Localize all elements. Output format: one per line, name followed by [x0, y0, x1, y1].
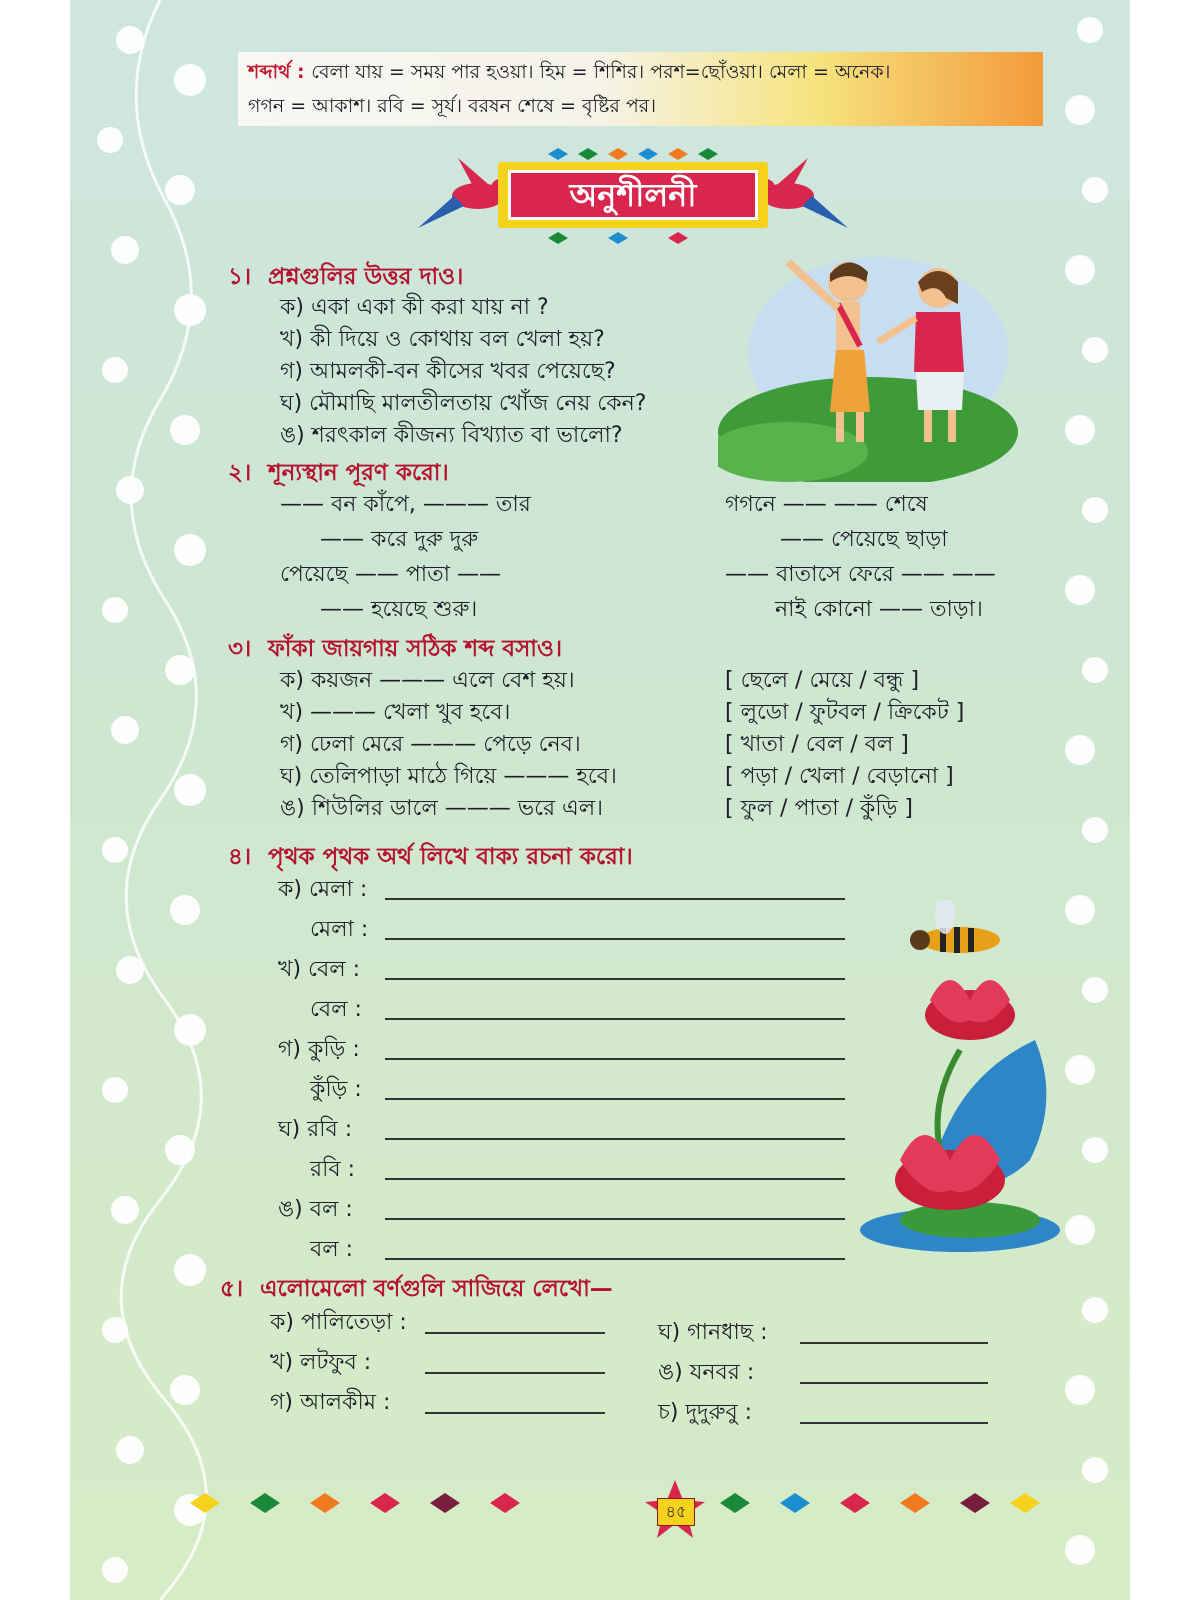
answer-line[interactable]: [800, 1422, 988, 1424]
word-meanings-box: [238, 52, 1043, 126]
answer-line[interactable]: [385, 1058, 845, 1060]
bee-and-lotus-illustration: [850, 900, 1060, 1260]
question-4-label: বেল :: [310, 997, 362, 1022]
question-3-item: খ) ——— খেলা খুব হবে।: [280, 700, 511, 725]
question-1-item: খ) কী দিয়ে ও কোথায় বল খেলা হয়?: [280, 327, 605, 352]
question-1-item: গ) আমলকী-বন কীসের খবর পেয়েছে?: [280, 359, 616, 384]
fill-blank-left-line: —— বন কাঁপে, ——— তার: [280, 492, 531, 517]
answer-line[interactable]: [425, 1332, 605, 1334]
question-4-label: রবি :: [310, 1157, 356, 1182]
fill-blank-right-line: গগনে —— —— শেষে: [725, 492, 928, 517]
question-3-options: [ ছেলে / মেয়ে / বন্ধু ]: [725, 668, 920, 693]
question-3-item: গ) ঢেলা মেরে ——— পেড়ে নেব।: [280, 732, 581, 757]
question-4-label: বল :: [310, 1237, 354, 1262]
answer-line[interactable]: [385, 898, 845, 900]
question-4-label: কুঁড়ি :: [310, 1077, 362, 1102]
question-3-item: ঙ) শিউলির ডালে ——— ভরে এল।: [280, 796, 604, 821]
answer-line[interactable]: [425, 1412, 605, 1414]
word-meanings-label: শব্দার্থ :: [248, 61, 312, 83]
question-3-options: [ ফুল / পাতা / কুঁড়ি ]: [725, 796, 914, 821]
answer-line[interactable]: [385, 1138, 845, 1140]
word-meanings-line-2: গগন = আকাশ। রবি = সূর্য। বরষন শেষে = বৃষ্টির পর।: [248, 95, 657, 117]
answer-line[interactable]: [425, 1372, 605, 1374]
question-1-item: ঘ) মৌমাছি মালতীলতায় খোঁজ নেয় কেন?: [280, 391, 647, 416]
diamond-border-decoration: [190, 1488, 1050, 1518]
question-1-item: ঙ) শরৎকাল কীজন্য বিখ্যাত বা ভালো?: [280, 423, 623, 448]
floral-vine-left-decoration: [70, 0, 240, 1600]
answer-line[interactable]: [385, 1098, 845, 1100]
workbook-page: [70, 0, 1130, 1600]
question-1-heading: ১। প্রশ্নগুলির উত্তর দাও।: [228, 264, 464, 290]
answer-line[interactable]: [800, 1382, 988, 1384]
fill-blank-right-line: —— বাতাসে ফেরে —— ——: [725, 562, 996, 587]
fill-blank-left-line: —— হয়েছে শুরু।: [320, 597, 478, 622]
lotus-flower-icon: [925, 980, 1015, 1040]
fill-blank-left-line: —— করে দুরু দুরু: [320, 527, 479, 552]
question-4-label: খ) বেল :: [278, 957, 360, 982]
question-5-item: গ) আলকীম :: [270, 1390, 391, 1415]
exercise-title-banner: [418, 148, 848, 244]
question-4-label: গ) কুড়ি :: [278, 1037, 360, 1062]
question-2-heading: ২। শূন্যস্থান পূরণ করো।: [228, 460, 449, 486]
question-1-item: ক) একা একা কী করা যায় না ?: [280, 295, 549, 320]
answer-line[interactable]: [385, 1258, 845, 1260]
answer-line[interactable]: [800, 1342, 988, 1344]
word-meanings-line-1: বেলা যায় = সময় পার হওয়া। হিম = শিশির। পরশ=ছোঁওয়া। মেলা = অনেক।: [311, 61, 891, 83]
question-4-label: ঙ) বল :: [278, 1197, 353, 1222]
question-3-item: ক) কয়জন ——— এলে বেশ হয়।: [280, 668, 575, 693]
children-walking-illustration: [718, 242, 1018, 482]
question-3-item: ঘ) তেলিপাড়া মাঠে গিয়ে ——— হবে।: [280, 764, 617, 789]
question-3-options: [ খাতা / বেল / বল ]: [725, 732, 909, 757]
fill-blank-right-line: নাই কোনো —— তাড়া।: [775, 597, 983, 622]
question-5-item: চ) দুদুরুবু :: [658, 1400, 753, 1425]
question-4-heading: ৪। পৃথক পৃথক অর্থ লিখে বাক্য রচনা করো।: [228, 844, 633, 870]
question-5-item: ক) পালিতেড়া :: [270, 1310, 407, 1335]
fill-blank-right-line: —— পেয়েছে ছাড়া: [780, 527, 948, 552]
question-5-item: ঘ) গানধাছ :: [658, 1320, 768, 1345]
question-3-options: [ লুডো / ফুটবল / ক্রিকেট ]: [725, 700, 965, 725]
page-number: ৪৫: [657, 1498, 695, 1526]
question-4-label: মেলা :: [310, 917, 369, 942]
exercise-title: অনুশীলনী: [508, 170, 758, 220]
bee-icon: [910, 900, 1000, 953]
question-4-label: ঘ) রবি :: [278, 1117, 353, 1142]
question-5-heading: ৫। এলোমেলো বর্ণগুলি সাজিয়ে লেখো—: [220, 1276, 613, 1302]
floral-vine-right-decoration: [1050, 0, 1130, 1600]
question-5-item: ঙ) যনবর :: [658, 1360, 755, 1385]
answer-line[interactable]: [385, 1218, 845, 1220]
question-3-heading: ৩। ফাঁকা জায়গায় সঠিক শব্দ বসাও।: [228, 636, 563, 662]
answer-line[interactable]: [385, 1018, 845, 1020]
question-4-label: ক) মেলা :: [278, 877, 368, 902]
answer-line[interactable]: [385, 978, 845, 980]
fill-blank-left-line: পেয়েছে —— পাতা ——: [280, 562, 502, 587]
question-5-item: খ) লটফুব :: [270, 1350, 372, 1375]
page-number-badge: [645, 1480, 705, 1540]
answer-line[interactable]: [385, 938, 845, 940]
answer-line[interactable]: [385, 1178, 845, 1180]
question-3-options: [ পড়া / খেলা / বেড়ানো ]: [725, 764, 954, 789]
